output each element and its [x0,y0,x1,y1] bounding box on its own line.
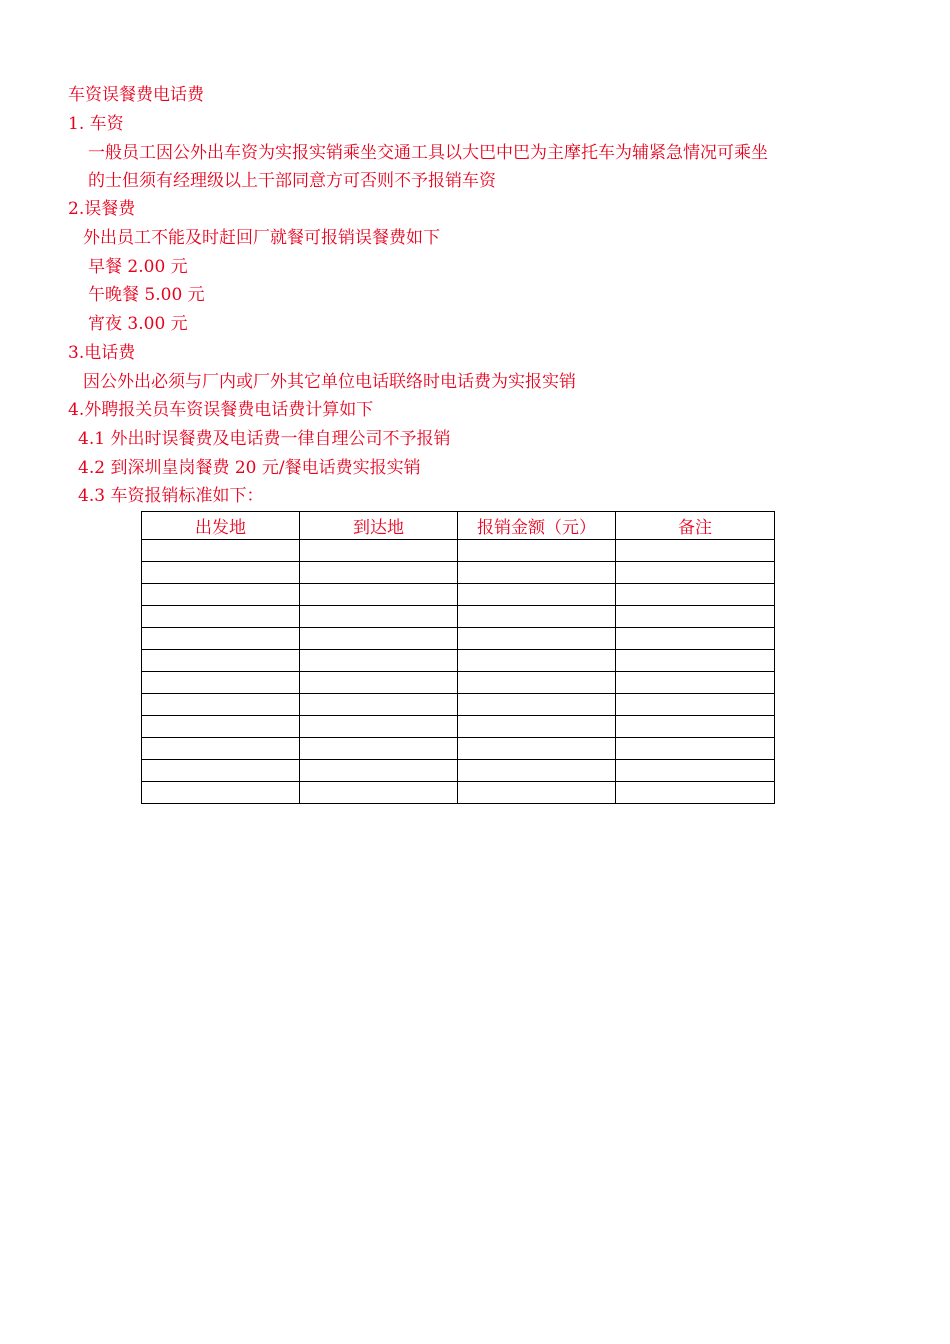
table-cell[interactable] [142,606,300,628]
table-cell[interactable] [458,606,616,628]
table-cell[interactable] [458,650,616,672]
table-cell[interactable] [300,782,458,804]
section-phone-heading: 3.电话费 [68,343,136,363]
table-cell[interactable] [300,738,458,760]
table-row [142,694,775,716]
table-row [142,650,775,672]
table-cell[interactable] [458,782,616,804]
customs-item-4-3: 4.3 车资报销标准如下： [78,486,264,506]
header-amount: 报销金额（元） [458,512,616,540]
table-cell[interactable] [458,628,616,650]
table-cell[interactable] [458,760,616,782]
table-row [142,716,775,738]
table-cell[interactable] [142,672,300,694]
table-cell[interactable] [142,738,300,760]
table-cell[interactable] [616,606,775,628]
header-remarks: 备注 [616,512,775,540]
header-departure: 出发地 [142,512,300,540]
section-customs-heading: 4.外聘报关员车资误餐费电话费计算如下 [68,400,374,420]
fare-reimbursement-table [141,511,775,804]
table-cell[interactable] [300,716,458,738]
table-cell[interactable] [616,694,775,716]
table-cell[interactable] [142,716,300,738]
table-cell[interactable] [300,672,458,694]
customs-item-4-2: 4.2 到深圳皇岗餐费 20 元/餐电话费实报实销 [78,458,421,478]
table-cell[interactable] [142,782,300,804]
table-cell[interactable] [300,562,458,584]
meal-late-night: 宵夜 3.00 元 [88,314,188,334]
table-cell[interactable] [142,540,300,562]
header-destination: 到达地 [300,512,458,540]
section-fare-paragraph-line2: 的士但须有经理级以上干部同意方可否则不予报销车资 [88,171,496,191]
section-meal-heading: 2.误餐费 [68,199,136,219]
table-cell[interactable] [300,628,458,650]
table-cell[interactable] [300,650,458,672]
table-cell[interactable] [458,540,616,562]
table-cell[interactable] [616,584,775,606]
table-cell[interactable] [616,738,775,760]
meal-lunch-dinner: 午晚餐 5.00 元 [88,285,205,305]
table-cell[interactable] [458,562,616,584]
table-cell[interactable] [142,650,300,672]
table-cell[interactable] [458,672,616,694]
table-row [142,606,775,628]
document-title: 车资误餐费电话费 [68,85,204,105]
table-cell[interactable] [616,760,775,782]
table-row [142,628,775,650]
table-cell[interactable] [616,672,775,694]
section-fare-heading: 1. 车资 [68,114,124,134]
table-cell[interactable] [616,540,775,562]
table-cell[interactable] [458,584,616,606]
table-cell[interactable] [300,760,458,782]
section-phone-paragraph: 因公外出必须与厂内或厂外其它单位电话联络时电话费为实报实销 [83,372,576,392]
table-cell[interactable] [142,694,300,716]
table-cell[interactable] [142,562,300,584]
table-header-row [142,512,775,540]
table-cell[interactable] [142,628,300,650]
table-cell[interactable] [300,606,458,628]
table-row [142,760,775,782]
table-cell[interactable] [616,562,775,584]
table-row [142,540,775,562]
meal-breakfast: 早餐 2.00 元 [88,257,188,277]
table-cell[interactable] [616,628,775,650]
table-cell[interactable] [616,650,775,672]
table-cell[interactable] [458,738,616,760]
section-meal-intro: 外出员工不能及时赶回厂就餐可报销误餐费如下 [83,228,440,248]
table-cell[interactable] [458,694,616,716]
table-cell[interactable] [458,716,616,738]
table-row [142,738,775,760]
table-row [142,562,775,584]
table-cell[interactable] [300,694,458,716]
table-cell[interactable] [616,716,775,738]
table-row [142,672,775,694]
table-cell[interactable] [300,584,458,606]
customs-item-4-1: 4.1 外出时误餐费及电话费一律自理公司不予报销 [78,429,451,449]
section-fare-paragraph-line1: 一般员工因公外出车资为实报实销乘坐交通工具以大巴中巴为主摩托车为辅紧急情况可乘坐 [88,143,768,163]
table-cell[interactable] [300,540,458,562]
table-row [142,782,775,804]
table-cell[interactable] [142,584,300,606]
table-cell[interactable] [142,760,300,782]
table-row [142,584,775,606]
table-cell[interactable] [616,782,775,804]
